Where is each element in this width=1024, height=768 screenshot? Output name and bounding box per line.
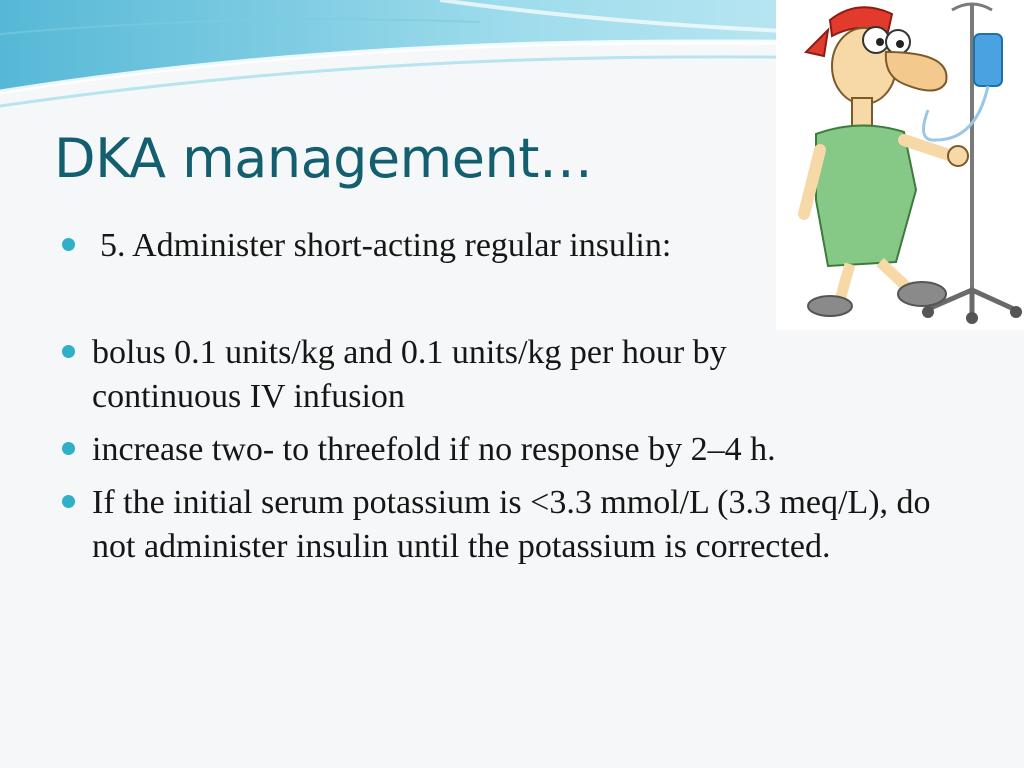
bullet-icon [62,238,75,251]
bullet-icon [62,442,75,455]
bullet-text: If the initial serum potassium is <3.3 mmol/L (3.3 meq/L), do not administer insulin until the potassium is corrected. [92,484,931,565]
bullet-icon [62,495,75,508]
bullet-text: bolus 0.1 units/kg and 0.1 units/kg per hour by continuous IV infusion [92,334,727,415]
slide-title: DKA management… [54,127,593,190]
cartoon-patient-with-iv-drip-icon [776,0,1024,330]
bullet-text: increase two- to threefold if no response by 2–4 h. [92,431,776,468]
bullet-text: 5. Administer short-acting regular insulin: [100,227,672,264]
bullet-icon [62,345,75,358]
